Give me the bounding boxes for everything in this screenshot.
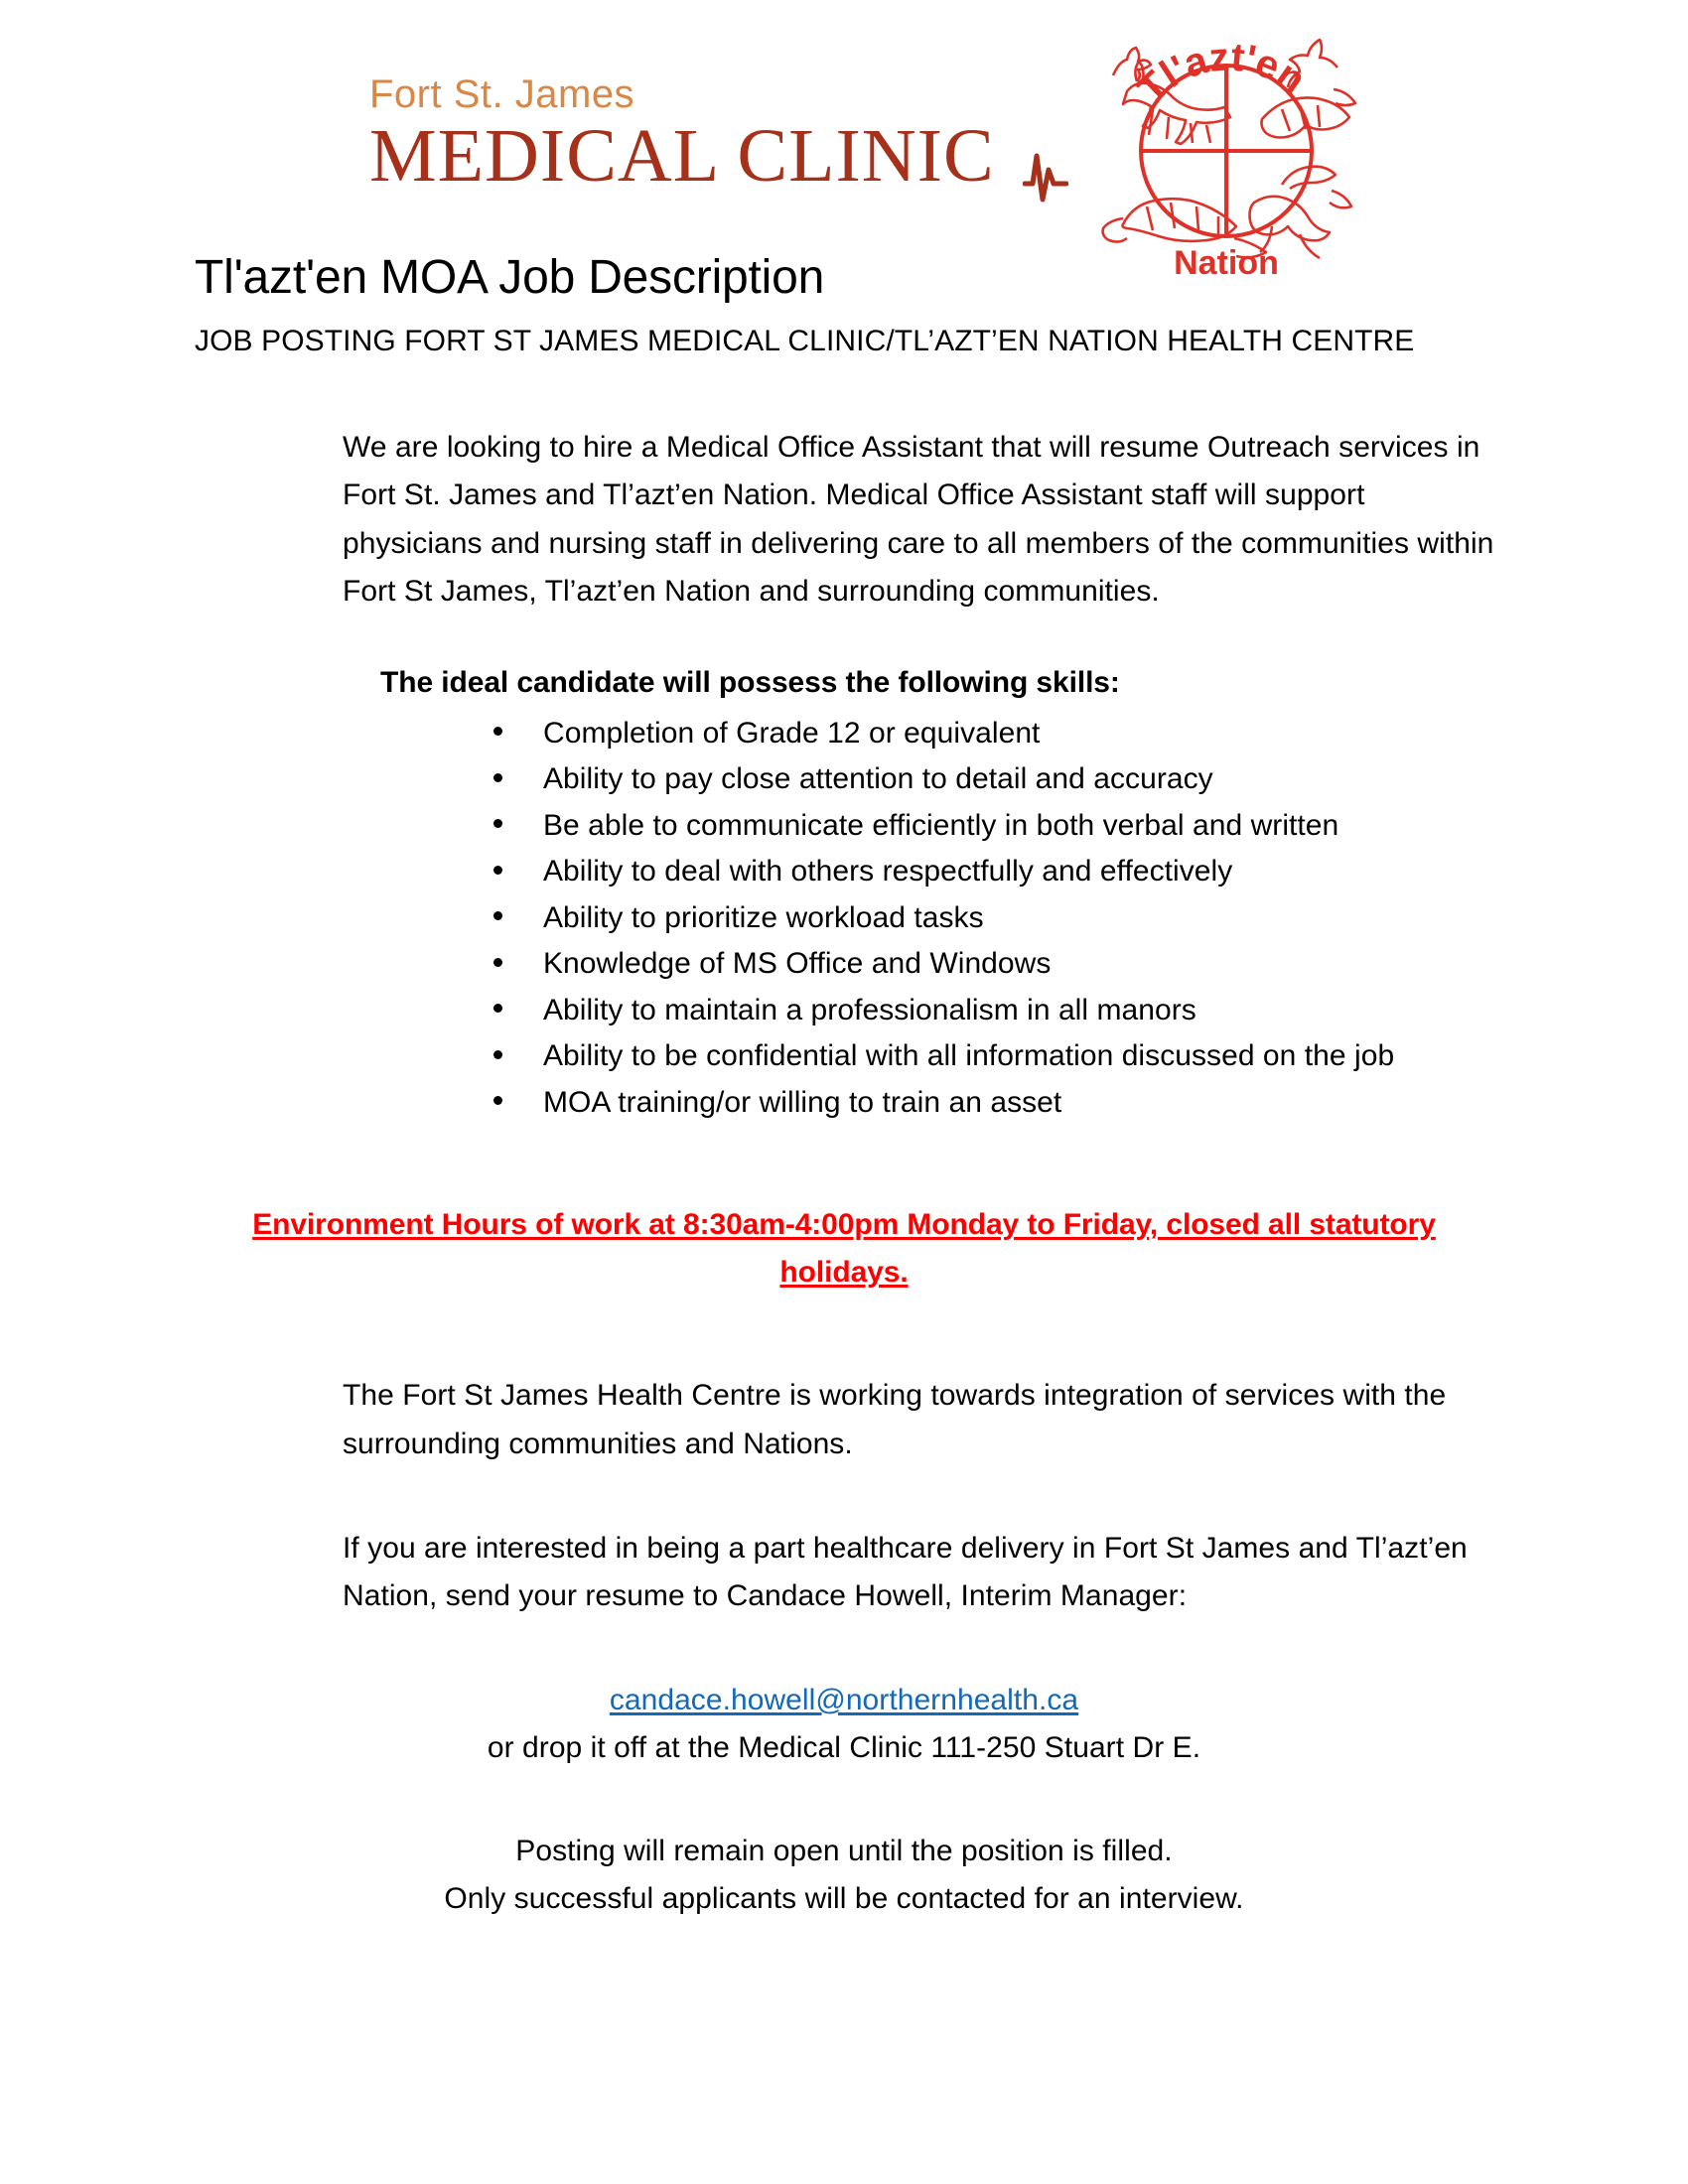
email-link[interactable]: candace.howell@northernhealth.ca — [609, 1683, 1079, 1716]
list-item — [493, 849, 1504, 895]
clinic-wordmark — [369, 74, 1084, 196]
bullet-icon — [493, 727, 502, 736]
document-content — [0, 248, 1688, 1923]
list-item — [493, 988, 1504, 1034]
email-row — [0, 1677, 1688, 1724]
list-item-label: Be able to communicate efficiently in both verbal and written — [543, 808, 1339, 842]
bullet-icon — [493, 911, 502, 920]
dropoff-line: or drop it off at the Medical Clinic 111-250 Stuart Dr E. — [487, 1730, 1201, 1764]
list-item-label: Ability to pay close attention to detail and accuracy — [543, 762, 1213, 796]
closing-line-2: Only successful applicants will be contacted for an interview. — [444, 1881, 1244, 1915]
bullet-icon — [493, 866, 502, 875]
work-hours-text: Environment Hours of work at 8:30am-4:00pm Monday to Friday, closed all statutory holidays. — [252, 1208, 1436, 1290]
list-item — [493, 1033, 1504, 1080]
skills-list — [343, 711, 1504, 1127]
bullet-icon — [493, 1004, 502, 1013]
clinic-name-small: Fort St. James — [369, 72, 635, 116]
list-item — [493, 941, 1504, 988]
heartbeat-pulse-icon — [1023, 144, 1068, 204]
list-item — [493, 895, 1504, 942]
closing-line-1: Posting will remain open until the position is filled. — [515, 1834, 1173, 1867]
svg-text:Tl'azt'en: Tl'azt'en — [1129, 35, 1314, 112]
email-section — [0, 1677, 1688, 1772]
list-item — [493, 1080, 1504, 1127]
job-posting-subtitle: JOB POSTING FORT ST JAMES MEDICAL CLINIC/TL’AZT’EN NATION HEALTH CENTRE — [195, 324, 1415, 357]
integration-paragraph: The Fort St James Health Centre is working towards integration of services with the surrounding communities and Nations. — [343, 1379, 1447, 1460]
list-item-label: Ability to be confidential with all information discussed on the job — [543, 1039, 1395, 1073]
contact-paragraph: If you are interested in being a part healthcare delivery in Fort St James and Tl’azt’en Nation, send your resume to Candace Howell, Interim Manager: — [343, 1531, 1468, 1613]
list-item-label: Ability to prioritize workload tasks — [543, 900, 984, 934]
list-item-label: Ability to maintain a professionalism in all manors — [543, 993, 1196, 1026]
list-item — [493, 803, 1504, 850]
bullet-icon — [493, 1096, 502, 1105]
bullet-icon — [493, 958, 502, 967]
list-item-label: Knowledge of MS Office and Windows — [543, 947, 1052, 981]
work-hours-banner — [0, 1201, 1688, 1297]
tlazten-nation-logo — [1087, 14, 1365, 284]
bullet-icon — [493, 773, 502, 782]
bullet-icon — [493, 1050, 502, 1059]
integration-section — [184, 1372, 1504, 1468]
contact-section — [184, 1525, 1504, 1621]
list-item-label: Completion of Grade 12 or equivalent — [543, 716, 1041, 750]
svg-text:Nation: Nation — [1174, 244, 1279, 282]
list-item-label: Ability to deal with others respectfully and effectively — [543, 855, 1233, 888]
skills-heading: The ideal candidate will possess the following skills: — [380, 665, 1120, 699]
intro-section — [184, 424, 1504, 616]
intro-paragraph: We are looking to hire a Medical Office Assistant that will resume Outreach services in Fort St. James and Tl’azt’en Nation. Medical Office Assistant staff will support physicians and nursing staff in delivering care to all members of the communities within Fort St James, Tl’azt’en Nation and surrounding communities. — [343, 430, 1494, 609]
closing-section — [0, 1828, 1688, 1923]
list-item-label: MOA training/or willing to train an asset — [543, 1085, 1062, 1119]
clinic-name-large: MEDICAL CLINIC — [369, 114, 995, 198]
list-item — [493, 711, 1504, 757]
page-title: Tl'azt'en MOA Job Description — [195, 251, 825, 304]
bullet-icon — [493, 819, 502, 828]
skills-section — [184, 660, 1504, 1127]
list-item — [493, 756, 1504, 803]
